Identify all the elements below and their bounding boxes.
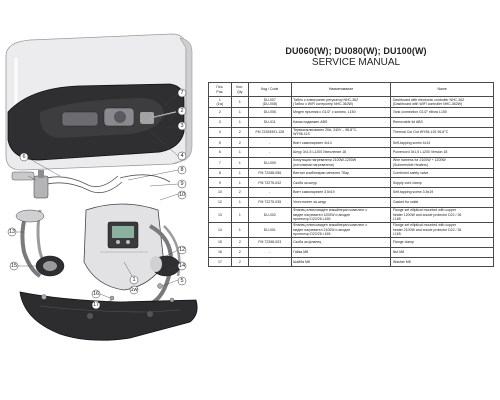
table-cell-qty: 1	[231, 107, 248, 117]
table-body	[209, 97, 494, 267]
table-cell-qty: 1	[231, 157, 248, 168]
table-cell-pos: 1 (1w)	[209, 97, 232, 108]
table-cell-pos: 8	[209, 168, 232, 178]
model-title: DU060(W); DU080(W); DU100(W)	[285, 46, 427, 56]
exploded-view-svg	[0, 0, 212, 400]
table-cell-code: -	[248, 188, 291, 198]
exploded-view-diagram	[0, 0, 212, 400]
table-cell-pos: 3	[209, 117, 232, 127]
table-cell-name-en: Dashboard with electronic controller NHC-36Z (Dashboard with WIFI controller NHC-362W)	[391, 97, 494, 108]
table-cell-pos: 15	[209, 237, 232, 247]
table-cell-name-en: Powercord 3x1,5 L1200 Version 18	[391, 148, 494, 158]
table-cell-name-ru: Винт самонарезен 3,5х19	[291, 188, 391, 198]
table-cell-name-en: Thermal Cut Out WY96-11S 96-8°C	[391, 127, 494, 138]
svg-text:15: 15	[10, 263, 18, 269]
table-cell-qty: 2	[231, 138, 248, 148]
callout-6	[20, 153, 28, 161]
table-cell-name-ru: Гайка M8	[291, 247, 391, 257]
table-cell-name-en: Combined safety valve	[391, 168, 494, 178]
wire-harness	[40, 175, 170, 193]
callout-14	[178, 262, 186, 270]
callout-1w	[130, 286, 138, 294]
callout-13	[8, 228, 16, 236]
svg-text:6: 6	[22, 154, 26, 160]
table-cell-qty: 1	[231, 117, 248, 127]
callout-5	[178, 277, 186, 285]
table-cell-name-en: Washer M8	[391, 257, 494, 267]
table-cell-pos: 16	[209, 247, 232, 257]
table-cell-name-ru: Термоизключвател 20A, 240V – 98-8°C, WY96-11S	[291, 127, 391, 138]
table-cell-name-ru: Капак подвижен ABS	[291, 117, 391, 127]
table-row	[209, 97, 494, 108]
svg-text:9: 9	[180, 181, 184, 187]
callout-2	[178, 107, 186, 115]
table-cell-name-ru: Уплътнител за шнур	[291, 198, 391, 208]
table-row	[209, 168, 494, 178]
safety-valve	[12, 170, 48, 198]
table-cell-code: DU-006	[248, 107, 291, 117]
table-cell-qty: 2	[231, 237, 248, 247]
table-cell-name-en: Tank connection G1/2" elbow L150	[391, 107, 494, 117]
table-cell-name-ru: Комутация нагреватели 2100W-1200W (потопяеми нагреватели)	[291, 157, 391, 168]
callout-4	[178, 152, 186, 160]
table-cell-pos: 10	[209, 188, 232, 198]
table-cell-name-ru: Фланец елипсовиден инжайнеран комплект с меден нагревател 2100W и анoден протектор D22/26 L165	[291, 222, 391, 237]
svg-text:14: 14	[178, 263, 186, 269]
svg-text:16: 16	[92, 291, 100, 297]
table-row	[209, 207, 494, 222]
callout-9	[178, 180, 186, 188]
table-cell-name-en: Flange set elliptical mounted with copper heater 2100W and anode protector D22 / 26 L165	[391, 222, 494, 237]
table-cell-name-ru: Шнур 3х1,5 L1200 Изпъление 18	[291, 148, 391, 158]
col-name-ru: Наименование	[291, 83, 391, 97]
table-cell-qty: 2	[231, 188, 248, 198]
svg-text:4: 4	[180, 153, 184, 159]
svg-text:3: 3	[180, 123, 184, 129]
svg-text:1: 1	[132, 277, 136, 283]
callout-7	[178, 89, 186, 97]
table-cell-qty: 1	[231, 178, 248, 188]
table-cell-pos: 5	[209, 138, 232, 148]
flange-set	[36, 256, 64, 276]
table-cell-code: FM 72268-056	[248, 168, 291, 178]
table-cell-code: FM 72263991-128	[248, 127, 291, 138]
table-cell-code: DU-009	[248, 157, 291, 168]
table-cell-pos: 2	[209, 107, 232, 117]
table-cell-name-en: Self-tapping screw 4x14	[391, 138, 494, 148]
callout-15	[10, 262, 18, 270]
svg-text:5: 5	[180, 278, 184, 284]
col-code: Код / Code	[248, 83, 291, 97]
callout-8	[178, 166, 186, 174]
table-cell-qty: 1	[231, 97, 248, 108]
svg-text:7: 7	[180, 90, 184, 96]
table-cell-code: DU-001	[248, 222, 291, 237]
table-cell-name-ru: Вентил комбиниран метален 7бaр	[291, 168, 391, 178]
table-row	[209, 198, 494, 208]
table-header-row	[209, 83, 494, 97]
table-cell-name-en: Flange clamp	[391, 237, 494, 247]
table-cell-name-ru: Скоба за фланец	[291, 237, 391, 247]
table-row	[209, 222, 494, 237]
table-cell-name-ru: Фланец елипсовиден инжайнеран комплект с меден нагревател 1200W и анoден протектор D22/26 L165	[291, 207, 391, 222]
table-cell-pos: 14	[209, 222, 232, 237]
svg-text:8: 8	[180, 167, 184, 173]
table-cell-name-en: Gasket for cable	[391, 198, 494, 208]
table-cell-name-ru: Скоба за шнур	[291, 178, 391, 188]
callout-1	[130, 276, 138, 284]
col-qty: Кол. Qty	[231, 83, 248, 97]
table-cell-code: -	[248, 148, 291, 158]
svg-text:12: 12	[178, 247, 186, 253]
manual-subtitle: SERVICE MANUAL	[311, 57, 401, 68]
table-cell-pos: 12	[209, 198, 232, 208]
table-cell-name-ru: Табло с електронен регулатор NHC-36Z (Табло с WIFI контролер NHC-362W)	[291, 97, 391, 108]
col-name-en: Name	[391, 83, 494, 97]
table-cell-pos: 9	[209, 178, 232, 188]
table-cell-qty: 1	[231, 207, 248, 222]
table-row	[209, 127, 494, 138]
table-cell-code: DU-007 (DU-008)	[248, 97, 291, 108]
table-cell-pos: 17	[209, 257, 232, 267]
table-row	[209, 178, 494, 188]
table-cell-name-ru: Меден прълник с G1/2" с коляно, L150	[291, 107, 391, 117]
table-cell-code: DU-002	[248, 207, 291, 222]
table-cell-code: -	[248, 138, 291, 148]
table-cell-name-en: Supply cord clamp	[391, 178, 494, 188]
callout-3	[178, 122, 186, 130]
table-cell-name-ru: Шайба M8	[291, 257, 391, 267]
parts-table	[208, 82, 494, 267]
table-row	[209, 188, 494, 198]
table-row	[209, 237, 494, 247]
table-cell-pos: 6	[209, 148, 232, 158]
svg-text:17: 17	[92, 302, 100, 308]
dashboard-panel	[84, 204, 164, 290]
table-cell-code: DU-011	[248, 117, 291, 127]
svg-text:10: 10	[178, 192, 186, 198]
table-row	[209, 117, 494, 127]
svg-text:13: 13	[8, 229, 16, 235]
table-cell-code: FM 72275-035	[248, 198, 291, 208]
table-row	[209, 157, 494, 168]
callout-10	[178, 191, 186, 199]
table-row	[209, 138, 494, 148]
table-cell-code: FM 72275-042	[248, 178, 291, 188]
table-row	[209, 107, 494, 117]
table-cell-qty: 2	[231, 127, 248, 138]
table-cell-name-en: Nut M8	[391, 247, 494, 257]
col-pos: Поз. Pos.	[209, 83, 232, 97]
table-cell-code: -	[248, 257, 291, 267]
table-cell-pos: 4	[209, 127, 232, 138]
callout-12	[178, 246, 186, 254]
table-cell-pos: 13	[209, 207, 232, 222]
callout-17	[92, 301, 100, 309]
callout-16	[92, 290, 100, 298]
table-cell-pos: 7	[209, 157, 232, 168]
table-cell-qty: 1	[231, 148, 248, 158]
table-cell-qty: 2	[231, 247, 248, 257]
table-cell-name-ru: Винт самонарезен 4х14	[291, 138, 391, 148]
table-cell-code: -	[248, 247, 291, 257]
table-cell-code: FM 72268-003	[248, 237, 291, 247]
svg-text:1w: 1w	[130, 287, 138, 293]
table-cell-name-en: Flange set elliptical mounted with copper heater 1200W and anode protector D22 / 26 L165	[391, 207, 494, 222]
table-cell-qty: 2	[231, 257, 248, 267]
table-cell-qty: 1	[231, 222, 248, 237]
table-row	[209, 257, 494, 267]
table-cell-qty: 1	[231, 168, 248, 178]
table-cell-name-en: Self-tapping screw 3,5x19	[391, 188, 494, 198]
removable-lid	[8, 84, 184, 160]
svg-text:2: 2	[180, 108, 184, 114]
table-cell-name-en: Wire harness for 2100W + 1200W (Submersible Heaters)	[391, 157, 494, 168]
table-cell-qty: 1	[231, 198, 248, 208]
table-row	[209, 148, 494, 158]
table-cell-name-en: Removable lid ABS	[391, 117, 494, 127]
table-row	[209, 247, 494, 257]
